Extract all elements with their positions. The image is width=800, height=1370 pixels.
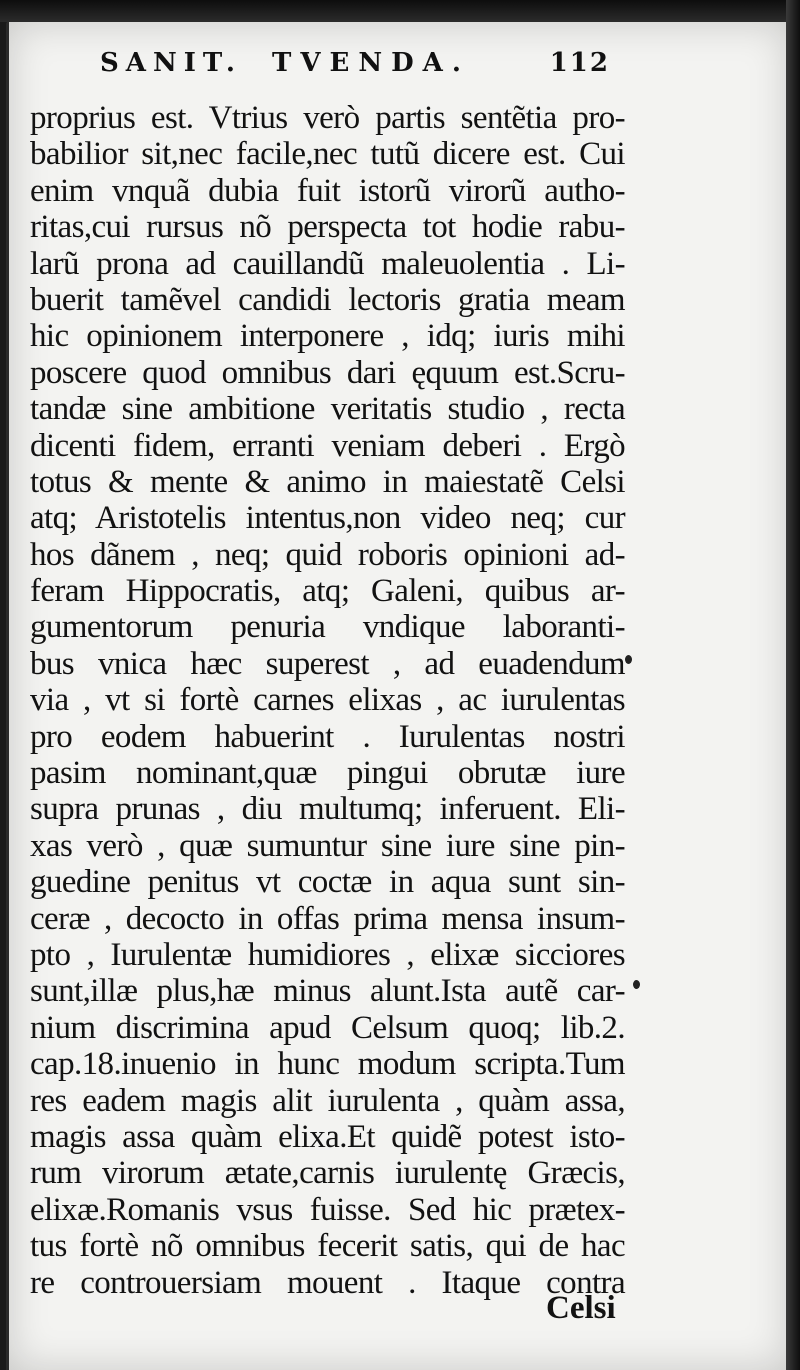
text-line: gumentorum penuria vndique laboranti- (30, 609, 625, 646)
text-line: magis assa quàm elixa.Et quidẽ potest isto- (30, 1118, 625, 1155)
text-line: pro eodem habuerint . Iurulentas nostri (30, 718, 625, 755)
text-line: re controuersiam mouent . Itaque contra (30, 1264, 625, 1301)
text-line: pasim nominant,quæ pingui obrutæ iure (30, 755, 625, 792)
text-line: babilior sit,nec facile,nec tutũ dicere est. Cui (30, 136, 625, 173)
text-line: proprius est. Vtrius verò partis sentẽtia pro- (30, 100, 625, 136)
text-line: bus vnica hæc superest , ad euadendum (30, 645, 625, 682)
header-middle-text: TVENDA. (272, 48, 470, 78)
book-spine-edge (786, 0, 800, 1370)
text-line: atq; Aristotelis intentus,non video neq; cur (30, 500, 625, 537)
text-line: hic opinionem interponere , idq; iuris mihi (30, 318, 625, 355)
text-line: supra prunas , diu multumq; inferuent. Eli- (30, 791, 625, 828)
page-top-shadow (0, 0, 800, 22)
ink-speck (633, 980, 640, 989)
body-text (30, 100, 625, 1301)
running-header (100, 48, 610, 84)
text-line: cap.18.inuenio in hunc modum scripta.Tum (30, 1046, 625, 1083)
text-line: ceræ , decocto in offas prima mensa insum- (30, 900, 625, 937)
text-line: res eadem magis alit iurulenta , quàm assa, (30, 1082, 625, 1119)
text-line: enim vnquã dubia fuit istorũ virorũ autho- (30, 172, 625, 209)
text-line: buerit tamẽvel candidi lectoris gratia meam (30, 281, 625, 318)
text-line: nium discrimina apud Celsum quoq; lib.2. (30, 1009, 625, 1046)
text-line: poscere quod omnibus dari ęquum est.Scru- (30, 354, 625, 391)
header-left-text: SANIT. (100, 48, 242, 78)
ink-speck (625, 655, 632, 664)
page-number: 112 (549, 48, 610, 78)
text-line: xas verò , quæ sumuntur sine iure sine pin- (30, 827, 625, 864)
text-line: tus fortè nõ omnibus fecerit satis, qui de hac (30, 1228, 625, 1265)
text-line: tandæ sine ambitione veritatis studio , recta (30, 391, 625, 428)
text-line: dicenti fidem, erranti veniam deberi . Ergò (30, 427, 625, 464)
text-line: larũ prona ad cauillandũ maleuolentia . Li- (30, 245, 625, 282)
text-line: feram Hippocratis, atq; Galeni, quibus ar- (30, 573, 625, 610)
text-line: sunt,illæ plus,hæ minus alunt.Ista autẽ car- (30, 973, 625, 1010)
text-line: elixæ.Romanis vsus fuisse. Sed hic prætex- (30, 1191, 625, 1228)
text-line: hos dãnem , neq; quid roboris opinioni ad- (30, 536, 625, 573)
text-line: rum virorum ætate,carnis iurulentę Græcis, (30, 1155, 625, 1192)
text-line: totus & mente & animo in maiestatẽ Celsi (30, 463, 625, 500)
text-line: ritas,cui rursus nõ perspecta tot hodie rabu- (30, 209, 625, 246)
text-line: pto , Iurulentæ humidiores , elixæ sicciores (30, 936, 625, 973)
text-line: via , vt si fortè carnes elixas , ac iurulentas (30, 682, 625, 719)
text-line: guedine penitus vt coctæ in aqua sunt sin- (30, 864, 625, 901)
catchword: Celsi (546, 1290, 616, 1326)
